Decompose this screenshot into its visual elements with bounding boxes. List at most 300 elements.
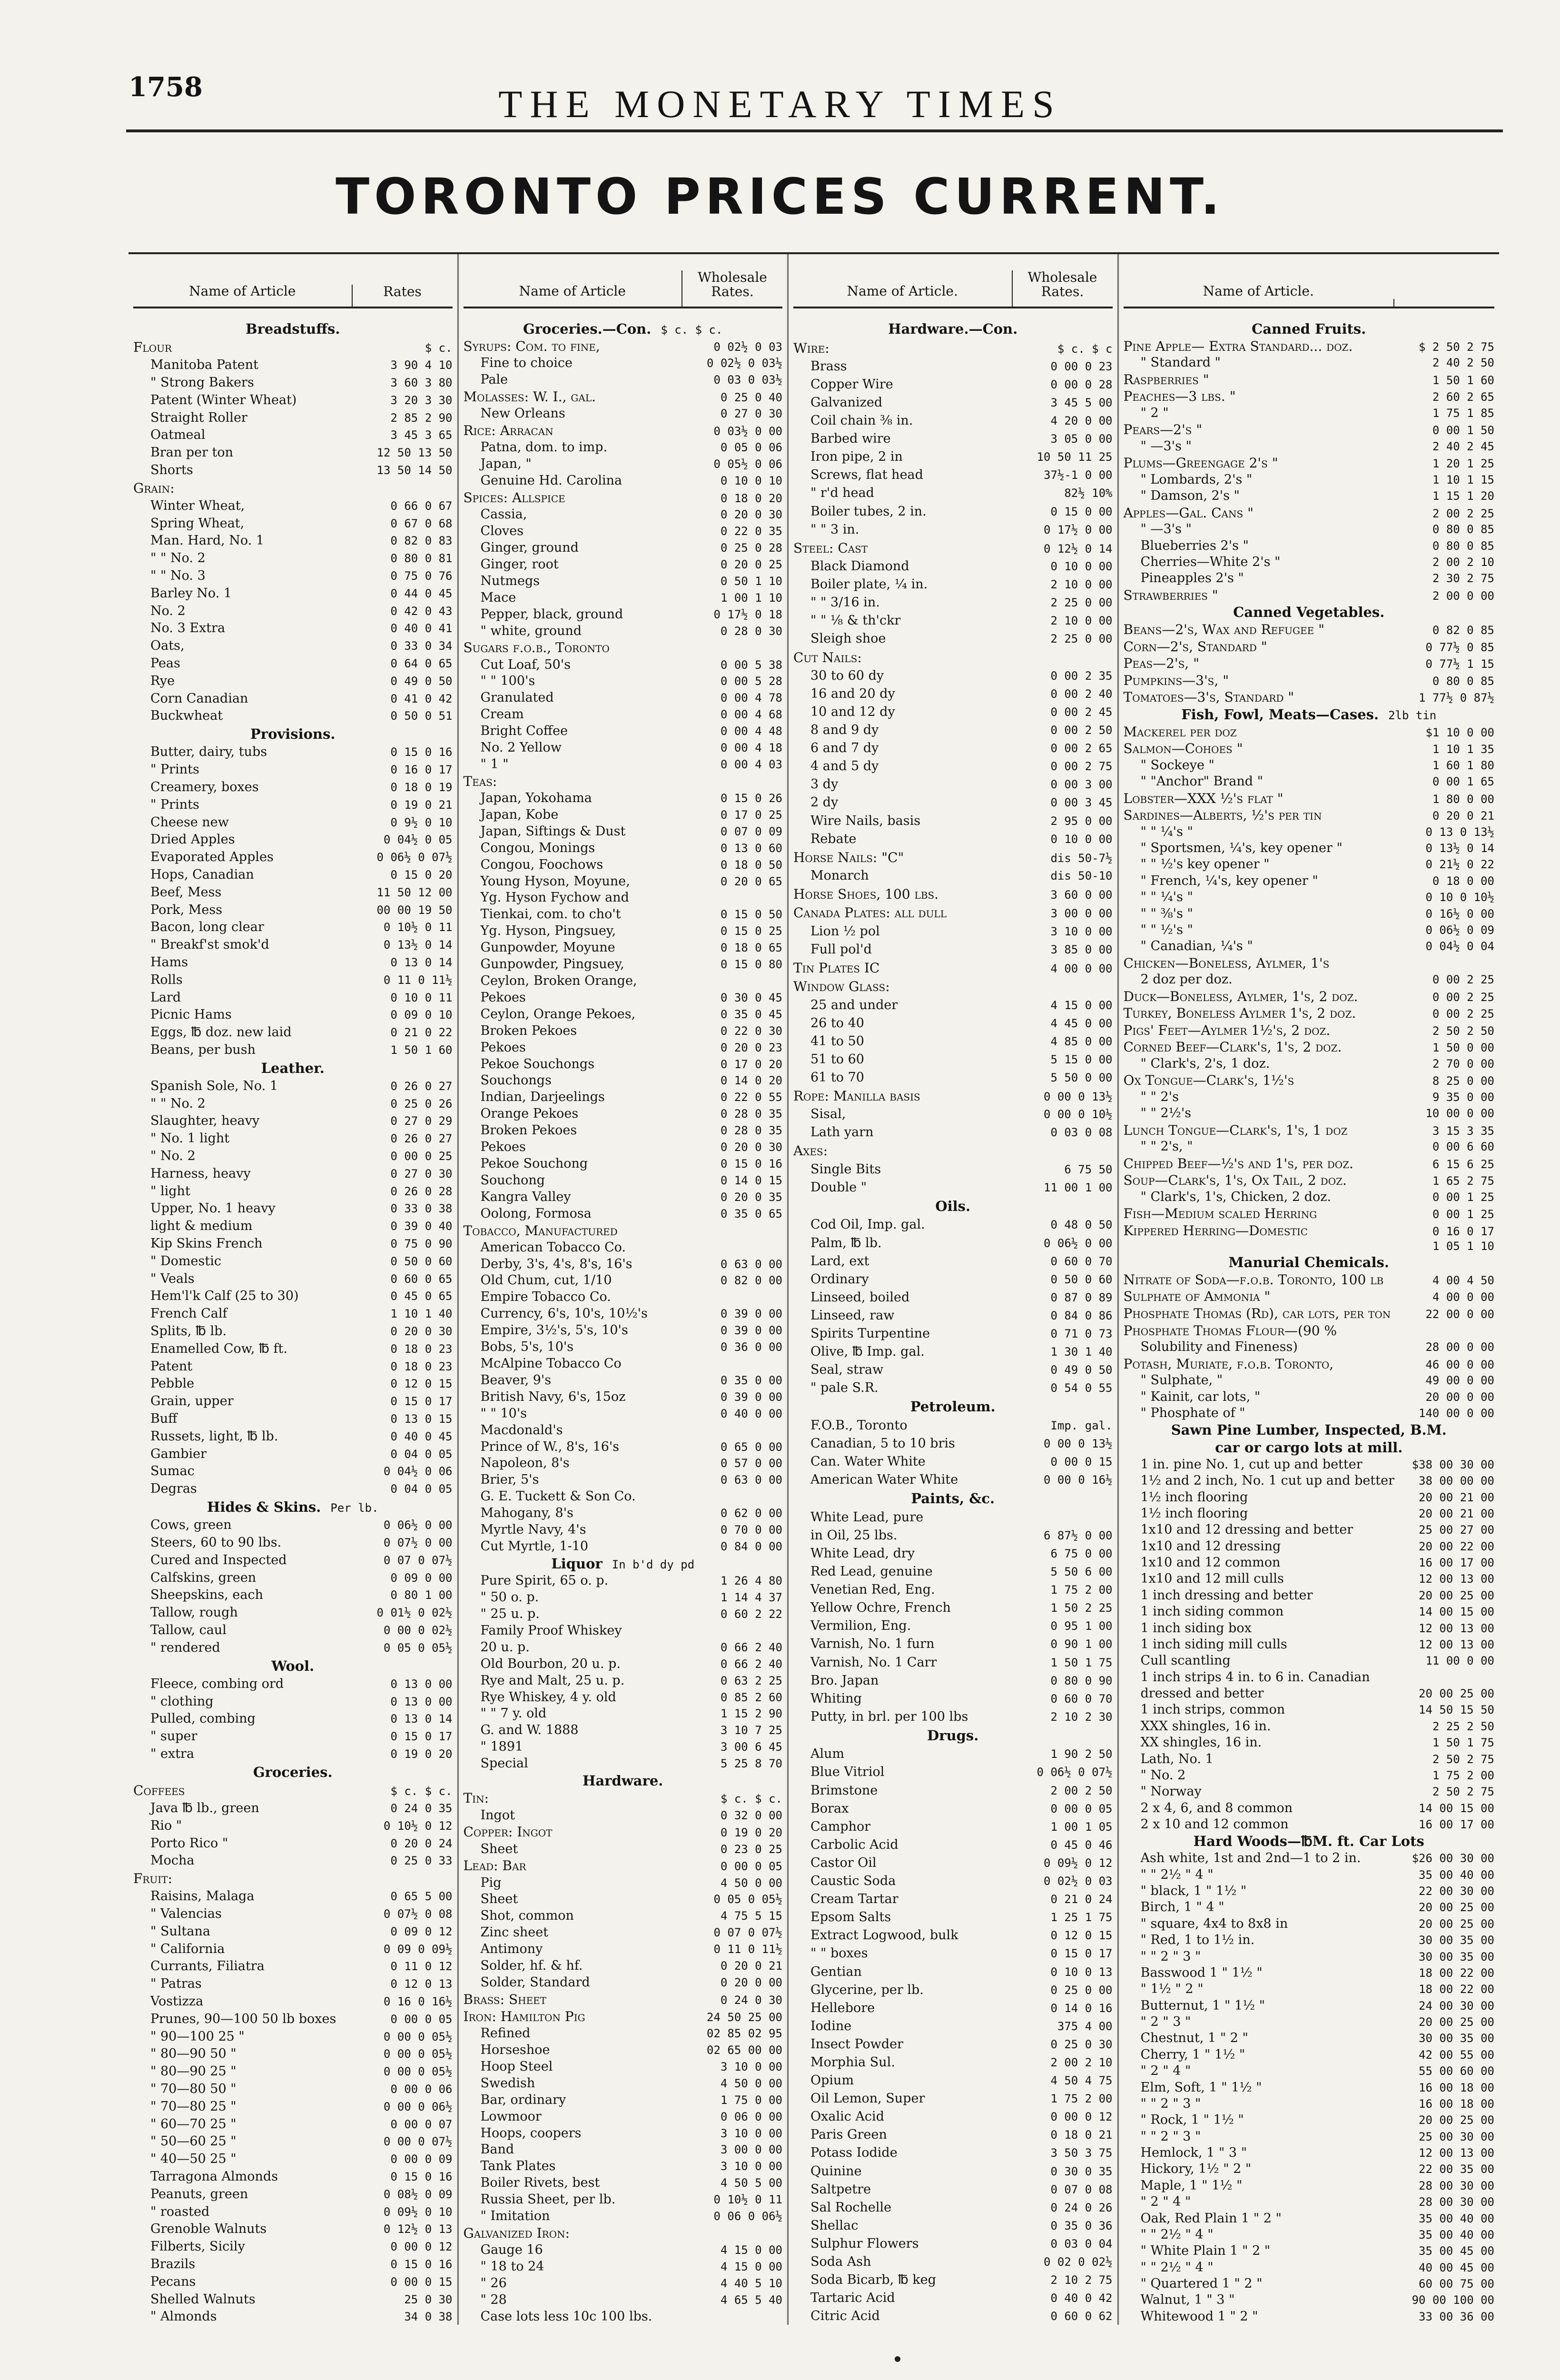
price-row	[793, 1709, 1113, 1725]
article-name: Beans—2's, Wax and Refugee "	[1123, 621, 1324, 637]
price-row	[464, 690, 783, 705]
article-name: Copper Wire	[810, 377, 893, 392]
price-row	[133, 375, 453, 390]
article-rates: 3 00 0 00	[1050, 907, 1113, 921]
price-row	[793, 832, 1113, 847]
article-rates: Imp. gal.	[1050, 1418, 1113, 1432]
price-row	[133, 638, 453, 654]
price-row	[1124, 1916, 1494, 1932]
article-rates: 2 10 0 00	[1050, 614, 1113, 628]
article-name: Oatmeal	[150, 427, 206, 443]
article-rates: 3 10 7 25	[720, 1724, 782, 1737]
price-row	[464, 1356, 783, 1371]
price-row	[1124, 1323, 1494, 1339]
article-name: Patent	[150, 1359, 193, 1374]
price-row	[133, 1219, 453, 1234]
article-rates: 0 15 0 26	[720, 792, 782, 805]
article-name: " clothing	[150, 1694, 214, 1709]
price-row	[1124, 355, 1494, 370]
price-row	[1124, 890, 1494, 905]
prices-table	[128, 252, 1499, 2325]
article-name: Prince of W., 8's, 16's	[480, 1439, 620, 1454]
price-row	[793, 1272, 1113, 1287]
article-name: Mackerel per doz	[1123, 724, 1237, 740]
article-name: No. 2 Yellow	[480, 740, 562, 755]
article-name: Ox Tongue—Clark's, 1½'s	[1123, 1072, 1294, 1089]
article-name: Russets, light, ℔ lb.	[150, 1428, 278, 1444]
price-row	[464, 607, 783, 622]
price-row	[793, 777, 1113, 792]
article-name: Fleece, combing ord	[150, 1676, 284, 1691]
article-rates: 0 20 0 21	[1432, 809, 1494, 823]
article-name: Birch, 1 " 4 "	[1140, 1900, 1224, 1915]
price-row	[793, 1765, 1113, 1780]
article-name: light & medium	[150, 1219, 253, 1234]
article-name: Paris Green	[810, 2127, 887, 2142]
article-rates: 3 05 0 00	[1050, 432, 1113, 446]
article-name: Rice: Arracan	[463, 423, 553, 439]
article-rates: 0 02½ 0 03	[1044, 1874, 1113, 1888]
article-rates: 0 77½ 1 15	[1425, 657, 1494, 671]
article-rates: $1 10 0 00	[1425, 725, 1494, 739]
article-name: Blueberries 2's "	[1140, 538, 1249, 553]
article-rates: 6 75 0 00	[1050, 1547, 1113, 1560]
article-rates: 0 24 0 35	[390, 1801, 453, 1815]
price-row	[1124, 555, 1494, 570]
column-header	[133, 254, 453, 308]
article-name: Putty, in brl. per 100 lbs	[810, 1709, 968, 1724]
article-name: Salmon—Cohoes "	[1123, 741, 1243, 757]
article-name: " Strong Bakers	[150, 375, 254, 390]
price-row	[464, 990, 783, 1005]
article-name: " 28	[480, 2292, 507, 2307]
price-row	[793, 1673, 1113, 1688]
article-name: 2 x 10 and 12 common	[1140, 1817, 1289, 1832]
article-rates: 0 85 2 60	[720, 1690, 782, 1704]
article-rates: 0 10 0 00	[1050, 832, 1113, 846]
section-heading	[793, 1398, 1113, 1415]
article-rates: 10 00 0 00	[1425, 1107, 1494, 1121]
price-row	[464, 590, 783, 605]
price-row	[133, 1976, 453, 1992]
section-heading	[133, 1060, 453, 1077]
article-name: " Canadian, ¼'s "	[1140, 939, 1253, 954]
article-rates: 0 25 0 28	[720, 541, 782, 555]
article-name: " " 2½'s	[1140, 1106, 1192, 1121]
price-row	[793, 704, 1113, 720]
article-name: Barley No. 1	[150, 585, 232, 601]
price-row	[133, 1341, 453, 1357]
price-row	[1124, 1473, 1494, 1488]
price-row	[133, 2117, 453, 2132]
article-name: White Lead, pure	[810, 1509, 924, 1525]
price-row	[1124, 972, 1494, 987]
price-row	[1124, 2194, 1494, 2210]
article-name: Linseed, raw	[810, 1308, 895, 1323]
price-row	[1124, 1933, 1494, 1948]
article-name: Old Bourbon, 20 u. p.	[480, 1656, 621, 1671]
price-row	[793, 686, 1113, 702]
article-rates: 0 00 2 45	[1050, 705, 1113, 719]
price-row	[793, 504, 1113, 519]
article-rates: 20 00 0 00	[1425, 1390, 1494, 1404]
price-row	[464, 1257, 783, 1272]
price-row	[793, 1418, 1113, 1433]
price-row	[793, 1801, 1113, 1816]
article-name: Horseshoe	[480, 2043, 550, 2057]
price-row	[464, 1123, 783, 1138]
article-rates: 0 60 0 62	[1050, 2310, 1113, 2323]
price-row	[464, 540, 783, 555]
article-name: XXX shingles, 16 in.	[1140, 1718, 1271, 1734]
article-name: Eggs, ℔ doz. new laid	[150, 1025, 292, 1040]
price-row	[464, 1824, 783, 1840]
article-name: Souchong	[480, 1172, 545, 1188]
price-row	[133, 427, 453, 443]
article-rates: 0 06½ 0 09	[1425, 923, 1494, 937]
article-rates: 0 06½ 0 07½	[1037, 1765, 1113, 1779]
article-name: Cured and Inspected	[150, 1552, 287, 1567]
article-rates: 0 00 0 25	[390, 1150, 453, 1163]
price-row	[464, 1073, 783, 1088]
article-rates: 0 09½ 0 12	[1044, 1856, 1113, 1870]
article-rates: $ c. $ c.	[661, 323, 723, 337]
article-rates: 3 10 0 00	[720, 2060, 782, 2073]
article-name: Peaches—3 lbs. "	[1123, 388, 1236, 405]
price-row	[464, 2109, 783, 2124]
article-rates: 0 64 0 65	[390, 656, 453, 670]
price-row	[133, 2221, 453, 2237]
article-name: Monarch	[810, 868, 869, 883]
price-row	[1124, 2096, 1494, 2112]
price-row	[133, 1836, 453, 1851]
article-rates: 0 13 0 13½	[1425, 825, 1494, 839]
price-row	[793, 2055, 1113, 2070]
price-row	[464, 957, 783, 972]
article-rates: 4 50 4 75	[1050, 2074, 1113, 2088]
article-rates: 4 50 5 00	[720, 2176, 782, 2190]
article-name: Alum	[810, 1746, 845, 1762]
article-name: " " No. 2	[150, 551, 206, 566]
price-row	[133, 762, 453, 777]
article-name: Pekoe Souchong	[480, 1156, 588, 1171]
price-row	[1124, 1005, 1494, 1021]
article-rates: 2 40 2 50	[1432, 356, 1494, 370]
article-rates: 0 16 0 16½	[384, 1994, 453, 2008]
article-name: Cheese new	[150, 814, 229, 830]
article-name: Hemlock, 1 " 3 "	[1140, 2145, 1247, 2160]
article-rates: 1 75 2 00	[1050, 1583, 1113, 1597]
article-rates: 0 63 0 00	[720, 1473, 782, 1487]
price-row	[1124, 1900, 1494, 1915]
article-rates: 0 00 0 02½	[384, 1624, 453, 1637]
article-name: Oolong, Formosa	[480, 1206, 592, 1221]
article-rates: 0 20 0 23	[720, 1041, 782, 1054]
article-rates: 0 03 0 04	[1050, 2237, 1113, 2251]
article-rates: 28 00 30 00	[1419, 2195, 1494, 2209]
article-rates: 20 00 25 00	[1419, 2113, 1494, 2127]
article-name: Ash white, 1st and 2nd—1 to 2 in.	[1140, 1851, 1361, 1866]
article-rates: 0 20 0 30	[720, 1140, 782, 1154]
article-name: " " boxes	[810, 1946, 868, 1961]
price-row	[464, 1273, 783, 1288]
price-row	[793, 868, 1113, 883]
article-rates: 20 00 25 00	[1419, 1917, 1494, 1931]
article-name: Special	[480, 1756, 528, 1771]
header-name: Name of Article.	[847, 283, 958, 299]
article-rates: 0 90 1 00	[1050, 1637, 1113, 1651]
article-rates: 0 75 0 90	[390, 1237, 453, 1251]
article-name: Sleigh shoe	[810, 631, 886, 646]
article-name: Breadstuffs.	[246, 321, 340, 337]
price-row	[1124, 857, 1494, 872]
article-name: Sawn Pine Lumber, Inspected, B.M.	[1171, 1422, 1447, 1438]
price-row	[464, 423, 783, 439]
article-name: Congou, Monings	[480, 840, 595, 855]
price-row	[133, 1959, 453, 1974]
price-row	[133, 1007, 453, 1022]
price-row	[464, 1723, 783, 1738]
article-name: Boiler plate, ¼ in.	[810, 577, 928, 592]
price-row	[133, 1676, 453, 1692]
article-rates: 0 45 0 65	[390, 1289, 453, 1303]
price-row	[133, 2309, 453, 2324]
price-row	[1124, 1156, 1494, 1172]
article-name: Filberts, Sicily	[150, 2239, 245, 2254]
article-name: Oxalic Acid	[810, 2109, 884, 2124]
article-name: " " No. 2	[150, 1096, 206, 1111]
article-rates: 0 00 4 68	[720, 708, 782, 722]
article-name: Rio "	[150, 1818, 182, 1833]
article-rates: 0 10½ 0 11	[384, 921, 453, 934]
article-name: Liquor	[551, 1555, 602, 1572]
article-rates: 2 00 2 25	[1432, 506, 1494, 520]
article-name: " 1 "	[480, 756, 509, 772]
price-row	[464, 2192, 783, 2207]
article-rates: 0 35 0 36	[1050, 2219, 1113, 2232]
article-name: Pulled, combing	[150, 1711, 256, 1726]
article-name: Butternut, 1 " 1½ "	[1140, 1998, 1265, 2013]
price-column	[787, 254, 1117, 2325]
article-rates: 4 50 0 00	[720, 1876, 782, 1890]
price-row	[1124, 989, 1494, 1005]
article-rates: 0 27 0 30	[720, 407, 782, 421]
price-row	[793, 1855, 1113, 1871]
price-row	[464, 874, 783, 889]
article-rates: 16 00 18 00	[1419, 2081, 1494, 2094]
article-rates: 2 10 2 75	[1050, 2273, 1113, 2287]
price-row	[1124, 1206, 1494, 1222]
article-rates: 0 66 0 67	[390, 499, 453, 513]
article-rates: 0 09 0 12	[390, 1924, 453, 1938]
article-rates: 0 18 0 50	[720, 858, 782, 872]
article-rates: 0 03 0 08	[1050, 1126, 1113, 1140]
price-row	[1124, 1702, 1494, 1717]
article-name: " Imitation	[480, 2209, 550, 2224]
price-row	[793, 1217, 1113, 1232]
price-row	[464, 1790, 783, 1806]
article-name: Beans, per bush	[150, 1042, 256, 1057]
article-name: Sal Rochelle	[810, 2200, 892, 2215]
price-row	[793, 2291, 1113, 2306]
article-name: Java ℔ lb., green	[150, 1800, 259, 1815]
article-rates: 6 15 6 25	[1432, 1157, 1494, 1171]
price-row	[793, 1837, 1113, 1853]
price-row	[1124, 2014, 1494, 2030]
article-rates: 0 00 0 07	[390, 2117, 453, 2131]
article-name: Coil chain ⅜ in.	[810, 413, 913, 428]
price-row	[1124, 2145, 1494, 2161]
article-name: Yg. Hyson Fychow and	[480, 890, 629, 905]
article-rates: 0 95 1 00	[1050, 1619, 1113, 1633]
article-name: Cream	[480, 707, 524, 722]
price-row	[464, 1590, 783, 1605]
price-row	[793, 924, 1113, 939]
article-rates: 0 23 0 25	[720, 1842, 782, 1856]
article-name: Upper, No. 1 heavy	[150, 1201, 276, 1216]
section-heading	[1124, 321, 1494, 337]
article-name: " " 100's	[480, 674, 535, 689]
article-rates: 0 18 0 23	[390, 1342, 453, 1356]
article-name: Iodine	[810, 2018, 852, 2033]
article-name: McAlpine Tobacco Co	[480, 1356, 622, 1371]
article-name: Pears—2's "	[1123, 422, 1203, 438]
price-row	[464, 2242, 783, 2258]
article-rates: 3 45 5 00	[1050, 396, 1113, 409]
article-rates: 11 00 1 00	[1044, 1180, 1113, 1194]
article-rates: 4 45 0 00	[1050, 1016, 1113, 1030]
article-rates: 0 80 0 85	[1432, 523, 1494, 536]
article-rates: 2 25 0 00	[1050, 596, 1113, 610]
article-name: " " ½'s "	[1140, 922, 1193, 937]
article-name: Lobster—XXX ½'s flat "	[1123, 790, 1284, 806]
article-name: Bobs, 5's, 10's	[480, 1339, 574, 1355]
price-row	[793, 1125, 1113, 1140]
article-rates: 0 24 0 30	[720, 1993, 782, 2007]
article-rates: 0 00 0 05	[390, 2012, 453, 2026]
article-name: " white, ground	[480, 623, 582, 638]
article-rates: 0 09 0 10	[390, 1008, 453, 1022]
article-name: Potash, Muriate, f.o.b. Toronto,	[1123, 1356, 1334, 1372]
article-rates: 0 70 0 00	[720, 1523, 782, 1537]
price-row	[793, 998, 1113, 1013]
price-row	[464, 1040, 783, 1055]
article-name: Galvanized Iron:	[463, 2225, 570, 2241]
price-row	[464, 1289, 783, 1305]
article-rates: 0 26 0 28	[390, 1184, 453, 1198]
price-row	[133, 885, 453, 900]
price-row	[1124, 1339, 1494, 1355]
article-name: Hams	[150, 954, 188, 970]
article-rates: 0 12 0 13	[390, 1977, 453, 1991]
article-rates: 0 82 0 85	[1432, 623, 1494, 637]
article-rates: 0 17½ 0 00	[1044, 523, 1113, 536]
article-rates: 0 00 0 13½	[1044, 1437, 1113, 1450]
article-rates: 0 39 0 40	[390, 1220, 453, 1233]
article-rates: 0 65 5 00	[390, 1890, 453, 1904]
price-row	[1124, 2178, 1494, 2193]
price-row	[1124, 622, 1494, 638]
price-row	[1124, 1571, 1494, 1587]
price-row	[793, 1236, 1113, 1251]
price-row	[464, 490, 783, 506]
price-row	[133, 357, 453, 373]
article-rates: 60 00 75 00	[1419, 2277, 1494, 2291]
article-name: 1 inch dressing and better	[1140, 1587, 1313, 1603]
article-rates: 4 75 5 15	[720, 1909, 782, 1923]
article-name: Harness, heavy	[150, 1166, 251, 1181]
price-row	[1124, 1867, 1494, 1883]
article-rates: 0 01½ 0 02½	[376, 1606, 453, 1620]
article-rates: 1 15 1 20	[1432, 489, 1494, 503]
article-rates: 0 20 0 35	[720, 1190, 782, 1204]
article-name: Mace	[480, 590, 516, 605]
article-name: Pine Apple— Extra Standard... doz.	[1123, 338, 1353, 354]
price-row	[793, 850, 1113, 866]
price-row	[464, 574, 783, 589]
article-name: Picnic Hams	[150, 1007, 232, 1022]
article-name: " 25 u. p.	[480, 1606, 540, 1622]
article-name: Mocha	[150, 1853, 195, 1868]
price-row	[793, 1691, 1113, 1706]
price-row	[793, 2254, 1113, 2270]
article-rates: 0 05 0 05½	[713, 1893, 782, 1906]
price-row	[464, 824, 783, 839]
price-row	[133, 832, 453, 847]
article-rates: 0 60 2 22	[720, 1607, 782, 1621]
price-row	[133, 1184, 453, 1199]
price-row	[133, 920, 453, 935]
article-name: " No. 2	[1140, 1767, 1186, 1783]
price-row	[1124, 571, 1494, 586]
price-row	[793, 1436, 1113, 1451]
article-rates: 1 50 1 60	[1432, 373, 1494, 387]
price-row	[133, 2134, 453, 2149]
article-name: Cut Loaf, 50's	[480, 657, 571, 672]
article-name: Seal, straw	[810, 1362, 884, 1378]
article-rates: 0 67 0 68	[390, 516, 453, 530]
article-name: Copper: Ingot	[463, 1824, 553, 1840]
article-rates: 34 0 38	[404, 2310, 453, 2324]
article-rates: 5 25 8 70	[720, 1757, 782, 1771]
article-name: Citric Acid	[810, 2309, 880, 2324]
price-row	[1124, 1851, 1494, 1866]
article-name: Pebble	[150, 1376, 195, 1391]
article-name: Wire:	[793, 340, 829, 356]
article-rates: 0 75 0 76	[390, 569, 453, 583]
article-rates: 16 00 17 00	[1419, 1818, 1494, 1832]
article-name: Hoop Steel	[480, 2059, 553, 2074]
article-name: Family Proof Whiskey	[480, 1623, 622, 1638]
article-name: " 18 to 24	[480, 2259, 544, 2274]
article-rates: 0 13 0 60	[720, 841, 782, 855]
article-rates: 0 18 0 20	[720, 492, 782, 506]
price-row	[133, 1871, 453, 1887]
article-name: " Almonds	[150, 2309, 217, 2324]
article-rates: 0 18 0 21	[1050, 2128, 1113, 2142]
price-row	[133, 1025, 453, 1040]
article-name: Japan, Kobe	[480, 807, 559, 822]
article-rates: 82½ 10%	[1064, 486, 1113, 500]
article-name: Cherry, 1 " 1½ "	[1140, 2047, 1245, 2062]
section-heading	[133, 1764, 453, 1781]
article-rates: 0 19 0 20	[720, 1826, 782, 1840]
section-heading	[133, 321, 453, 337]
article-name: " Sportsmen, ¼'s, key opener "	[1140, 841, 1343, 856]
article-name: Phosphate Thomas (Rd), car lots, per ton	[1123, 1306, 1391, 1322]
article-name: " " 2 " 3 "	[1140, 2096, 1201, 2111]
article-name: Fish—Medium scaled Herring	[1123, 1206, 1317, 1222]
